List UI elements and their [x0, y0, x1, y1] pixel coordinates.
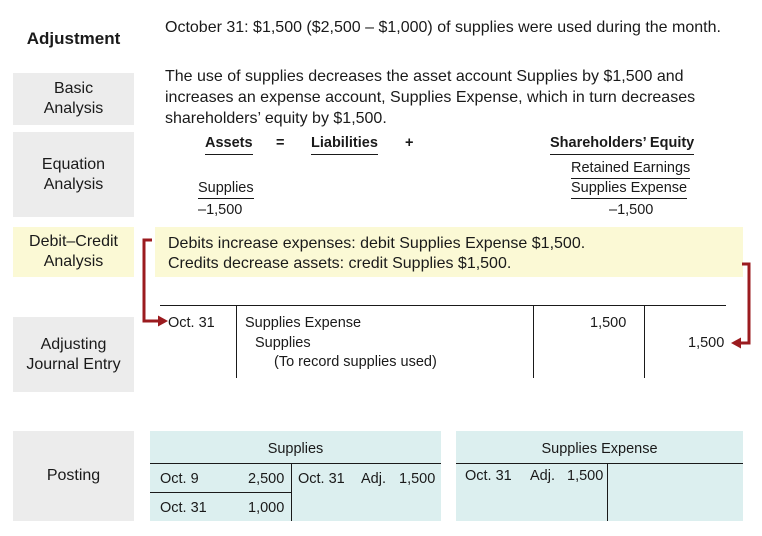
journal-account-divider	[533, 305, 534, 378]
label-adjusting-journal-entry-text: Adjusting Journal Entry	[26, 335, 121, 373]
left-flow-arrow	[144, 240, 160, 321]
supplies-expense-debit-amount-1: 1,500	[567, 468, 604, 484]
equation-supplies-expense-account: Supplies Expense	[571, 179, 687, 199]
t-account-supplies-expense-title: Supplies Expense	[541, 441, 658, 457]
adjustment-text: October 31: $1,500 ($2,500 – $1,000) of supplies were used during the month.	[165, 19, 721, 36]
journal-debit-amount: 1,500	[590, 315, 627, 331]
t-account-supplies-title: Supplies	[267, 441, 324, 457]
equation-shareholders-equity-heading: Shareholders’ Equity	[550, 134, 694, 155]
supplies-debit-amount-1: 2,500	[248, 471, 285, 487]
t-account-supplies-expense-top-rule	[456, 463, 743, 464]
equation-supplies-account: Supplies	[198, 179, 254, 199]
supplies-expense-debit-ref-1: Adj.	[530, 468, 555, 484]
journal-debit-divider	[644, 305, 645, 378]
t-account-supplies-expense-divider	[607, 463, 608, 521]
journal-explanation: (To record supplies used)	[274, 354, 437, 370]
supplies-debit-date-2: Oct. 31	[160, 500, 207, 516]
journal-debit-account: Supplies Expense	[245, 315, 362, 331]
debit-credit-line-2: Credits decrease assets: credit Supplies $1,500.	[168, 255, 512, 272]
equation-assets-heading: Assets	[205, 134, 253, 155]
label-adjustment: Adjustment	[26, 29, 121, 48]
equation-liabilities-heading: Liabilities	[311, 134, 378, 155]
label-basic-analysis-text: Basic Analysis	[43, 80, 104, 117]
equation-equals-sign: =	[276, 135, 285, 151]
supplies-debit-amount-2: 1,000	[248, 500, 285, 516]
journal-credit-account: Supplies	[255, 335, 311, 351]
supplies-credit-amount-1: 1,500	[399, 471, 436, 487]
journal-date: Oct. 31	[168, 315, 215, 331]
debit-credit-line-1: Debits increase expenses: debit Supplies Expense $1,500.	[168, 235, 586, 252]
t-account-supplies-total-rule	[150, 492, 291, 493]
right-flow-arrow	[740, 264, 749, 343]
equation-supplies-amount: –1,500	[198, 202, 243, 218]
equation-retained-earnings: Retained Earnings	[571, 159, 690, 179]
equation-plus-sign: +	[405, 135, 414, 151]
t-account-supplies	[150, 431, 441, 521]
journal-credit-amount: 1,500	[688, 335, 725, 351]
t-account-supplies-expense	[456, 431, 743, 521]
supplies-debit-date-1: Oct. 9	[160, 471, 199, 487]
label-debit-credit-analysis-text: Debit–Credit Analysis	[29, 233, 118, 270]
supplies-credit-date-1: Oct. 31	[298, 471, 345, 487]
left-arrowhead-icon	[158, 316, 168, 327]
label-posting-text: Posting	[46, 467, 101, 484]
label-equation-analysis-text: Equation Analysis	[41, 155, 106, 193]
supplies-credit-ref-1: Adj.	[361, 471, 386, 487]
basic-analysis-text: The use of supplies decreases the asset account Supplies by $1,500 and increases an expense account, Supplies Expense, which in turn decreases shareholders’ equity by $1,500.	[165, 68, 696, 127]
journal-top-rule	[160, 305, 726, 306]
t-account-supplies-top-rule	[150, 463, 441, 464]
right-arrowhead-icon	[731, 338, 741, 349]
journal-date-divider	[236, 305, 237, 378]
supplies-expense-debit-date-1: Oct. 31	[465, 468, 512, 484]
equation-supplies-expense-amount: –1,500	[609, 202, 654, 218]
t-account-supplies-divider	[291, 463, 292, 521]
